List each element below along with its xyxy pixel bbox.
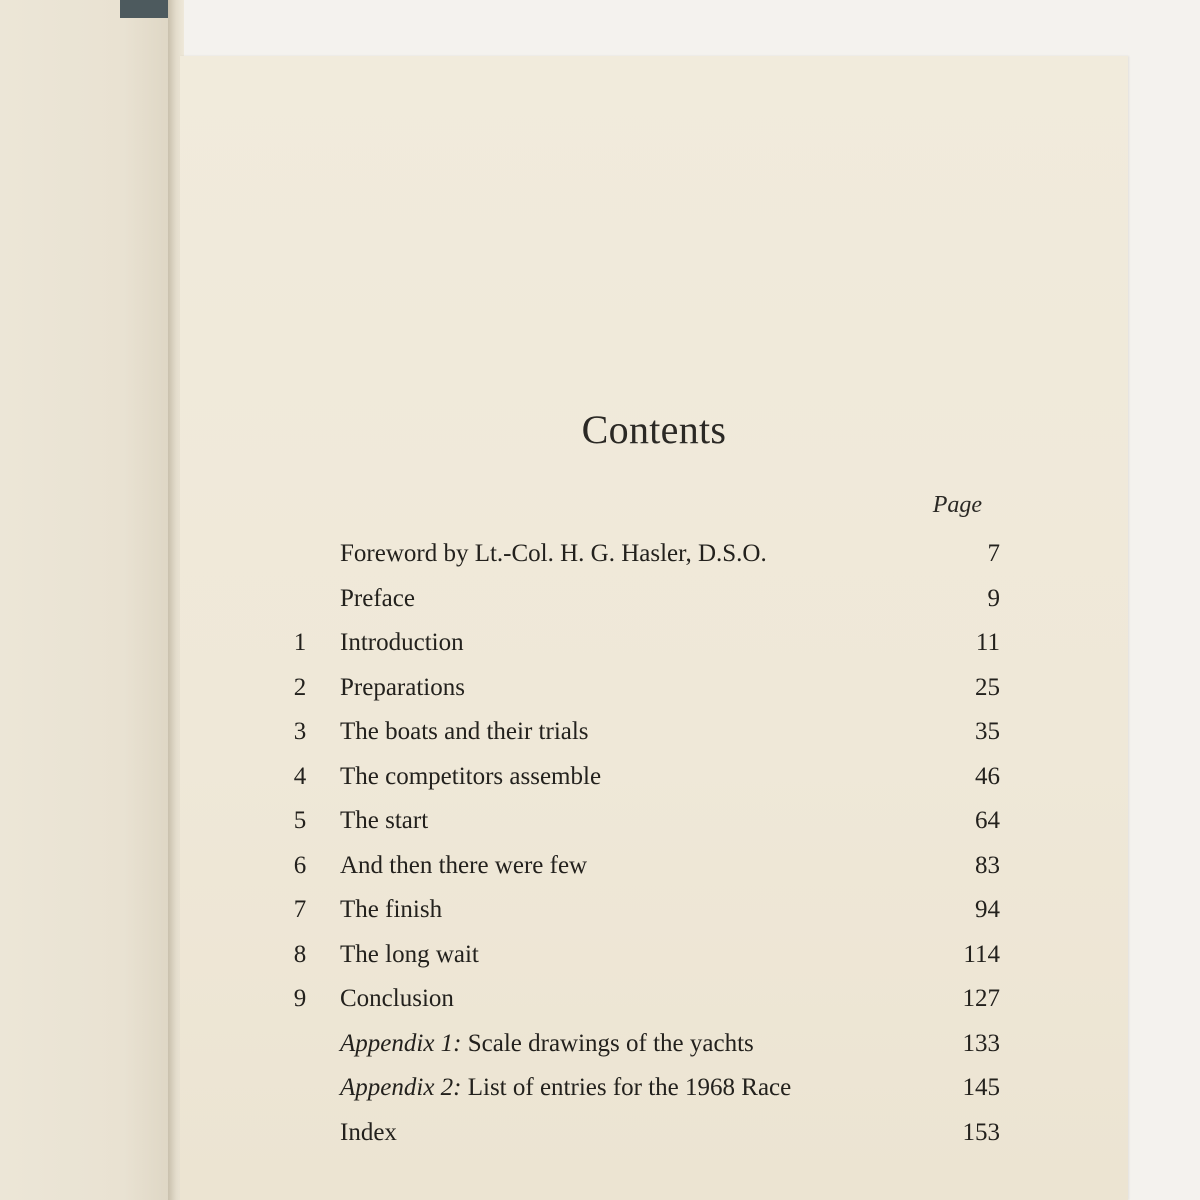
chapter-title: The start (340, 807, 429, 834)
toc-row-chapter-1 (280, 623, 1000, 668)
chapter-number: 5 (293, 807, 307, 834)
chapter-title: Conclusion (340, 985, 454, 1012)
chapter-page: 25 (975, 673, 1000, 701)
chapter-title: The competitors assemble (340, 762, 602, 790)
chapter-number: 4 (293, 762, 307, 790)
toc-row-chapter-2 (280, 668, 1000, 713)
chapter-number: 9 (293, 985, 307, 1012)
toc-row-chapter-9 (280, 979, 1000, 1024)
chapter-prefix: Appendix 2: (340, 1074, 462, 1101)
chapter-number: 1 (293, 629, 307, 656)
chapter-number: 7 (293, 896, 307, 923)
chapter-number: 6 (293, 851, 307, 879)
chapter-title: Index (340, 1118, 397, 1146)
chapter-title: The boats and their trials (340, 718, 589, 745)
toc-row-appendix-1 (280, 1024, 1000, 1069)
toc-row-appendix-2 (280, 1068, 1000, 1113)
chapter-number: 8 (293, 940, 307, 968)
toc-row-index (280, 1113, 1000, 1158)
chapter-page: 46 (975, 762, 1000, 790)
chapter-page: 83 (975, 851, 1000, 879)
chapter-title: Preparations (340, 673, 465, 701)
left-page (0, 0, 176, 1200)
chapter-page: 11 (975, 629, 1000, 656)
chapter-page: 127 (962, 985, 1000, 1012)
chapter-title: Foreword by Lt.-Col. H. G. Hasler, D.S.O. (340, 540, 767, 567)
chapter-page: 9 (987, 584, 1000, 612)
page-title: Contents (581, 407, 727, 452)
chapter-number: 3 (293, 718, 307, 745)
chapter-page: 94 (975, 896, 1000, 923)
toc-row-chapter-3 (280, 712, 1000, 757)
chapter-page: 64 (975, 807, 1000, 834)
chapter-title: Preface (340, 584, 415, 612)
chapter-page: 7 (987, 540, 1000, 567)
chapter-title: The long wait (340, 940, 479, 968)
toc-row-chapter-5 (280, 801, 1000, 846)
chapter-page: 133 (962, 1029, 1000, 1057)
chapter-title: And then there were few (340, 851, 588, 879)
chapter-number: 2 (293, 673, 307, 701)
toc-row-chapter-4 (280, 757, 1000, 802)
chapter-page: 114 (963, 940, 1000, 968)
chapter-page: 153 (962, 1118, 1000, 1146)
chapter-title: The finish (340, 896, 443, 923)
table-of-contents (280, 534, 1000, 1157)
toc-row-chapter-7 (280, 890, 1000, 935)
chapter-title: Appendix 2: List of entries for the 1968 Race (340, 1074, 792, 1101)
chapter-page: 35 (975, 718, 1000, 745)
toc-row-foreword (280, 534, 1000, 579)
page-column-label: Page (932, 492, 982, 518)
chapter-title: Appendix 1: Scale drawings of the yachts (340, 1029, 754, 1057)
contents-page (180, 56, 1128, 1200)
chapter-page: 145 (962, 1074, 1000, 1101)
toc-row-chapter-6 (280, 846, 1000, 891)
toc-row-preface (280, 579, 1000, 624)
chapter-prefix: Appendix 1: (340, 1029, 462, 1057)
chapter-title: Introduction (340, 629, 464, 656)
toc-row-chapter-8 (280, 935, 1000, 980)
